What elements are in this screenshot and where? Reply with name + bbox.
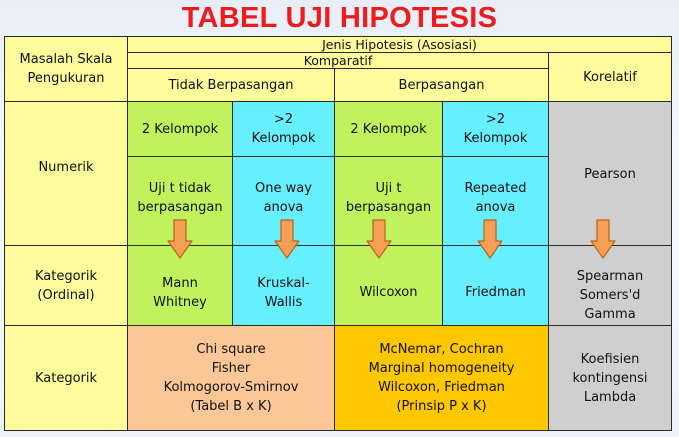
numerik-tb-gt2-kelompok: >2 Kelompok: [232, 101, 335, 157]
numerik-b-gt2-kelompok: >2 Kelompok: [442, 101, 549, 157]
numerik-b-2-test: Uji t berpasangan: [334, 156, 443, 246]
header-komparatif: Komparatif: [127, 52, 549, 69]
down-arrow-icon: [590, 219, 616, 259]
header-jenis-hipotesis: Jenis Hipotesis (Asosiasi): [127, 36, 672, 53]
numerik-b-gt2-test: Repeated anova: [442, 156, 549, 246]
header-korelatif: Korelatif: [548, 52, 672, 102]
ordinal-tb-2: Mann Whitney: [127, 245, 233, 326]
ordinal-b-gt2: Friedman: [442, 245, 549, 326]
numerik-tb-2-kelompok: 2 Kelompok: [127, 101, 233, 157]
ordinal-b-2: Wilcoxon: [334, 245, 443, 326]
page-title: TABEL UJI HIPOTESIS: [181, 2, 498, 34]
down-arrow-icon: [167, 219, 193, 259]
header-masalah-skala: Masalah Skala Pengukuran: [4, 36, 128, 102]
numerik-korelatif-pearson: Pearson: [548, 101, 672, 246]
kategorik-korelatif: Koefisien kontingensi Lambda: [548, 325, 672, 431]
ordinal-korelatif: Spearman Somers'd Gamma: [548, 245, 672, 326]
row-label-kategorik: Kategorik: [4, 325, 128, 431]
down-arrow-icon: [274, 219, 300, 259]
down-arrow-icon: [366, 219, 392, 259]
down-arrow-icon: [477, 219, 503, 259]
header-tidak-berpasangan: Tidak Berpasangan: [127, 68, 335, 102]
ordinal-tb-gt2: Kruskal- Wallis: [232, 245, 335, 326]
numerik-tb-gt2-test: One way anova: [232, 156, 335, 246]
header-berpasangan: Berpasangan: [334, 68, 549, 102]
row-label-ordinal: Kategorik (Ordinal): [4, 245, 128, 326]
kategorik-tidak-berpasangan: Chi square Fisher Kolmogorov-Smirnov (Tabel B x K): [127, 325, 335, 431]
kategorik-berpasangan: McNemar, Cochran Marginal homogeneity Wilcoxon, Friedman (Prinsip P x K): [334, 325, 549, 431]
row-label-numerik: Numerik: [4, 101, 128, 246]
numerik-b-2-kelompok: 2 Kelompok: [334, 101, 443, 157]
numerik-tb-2-test: Uji t tidak berpasangan: [127, 156, 233, 246]
